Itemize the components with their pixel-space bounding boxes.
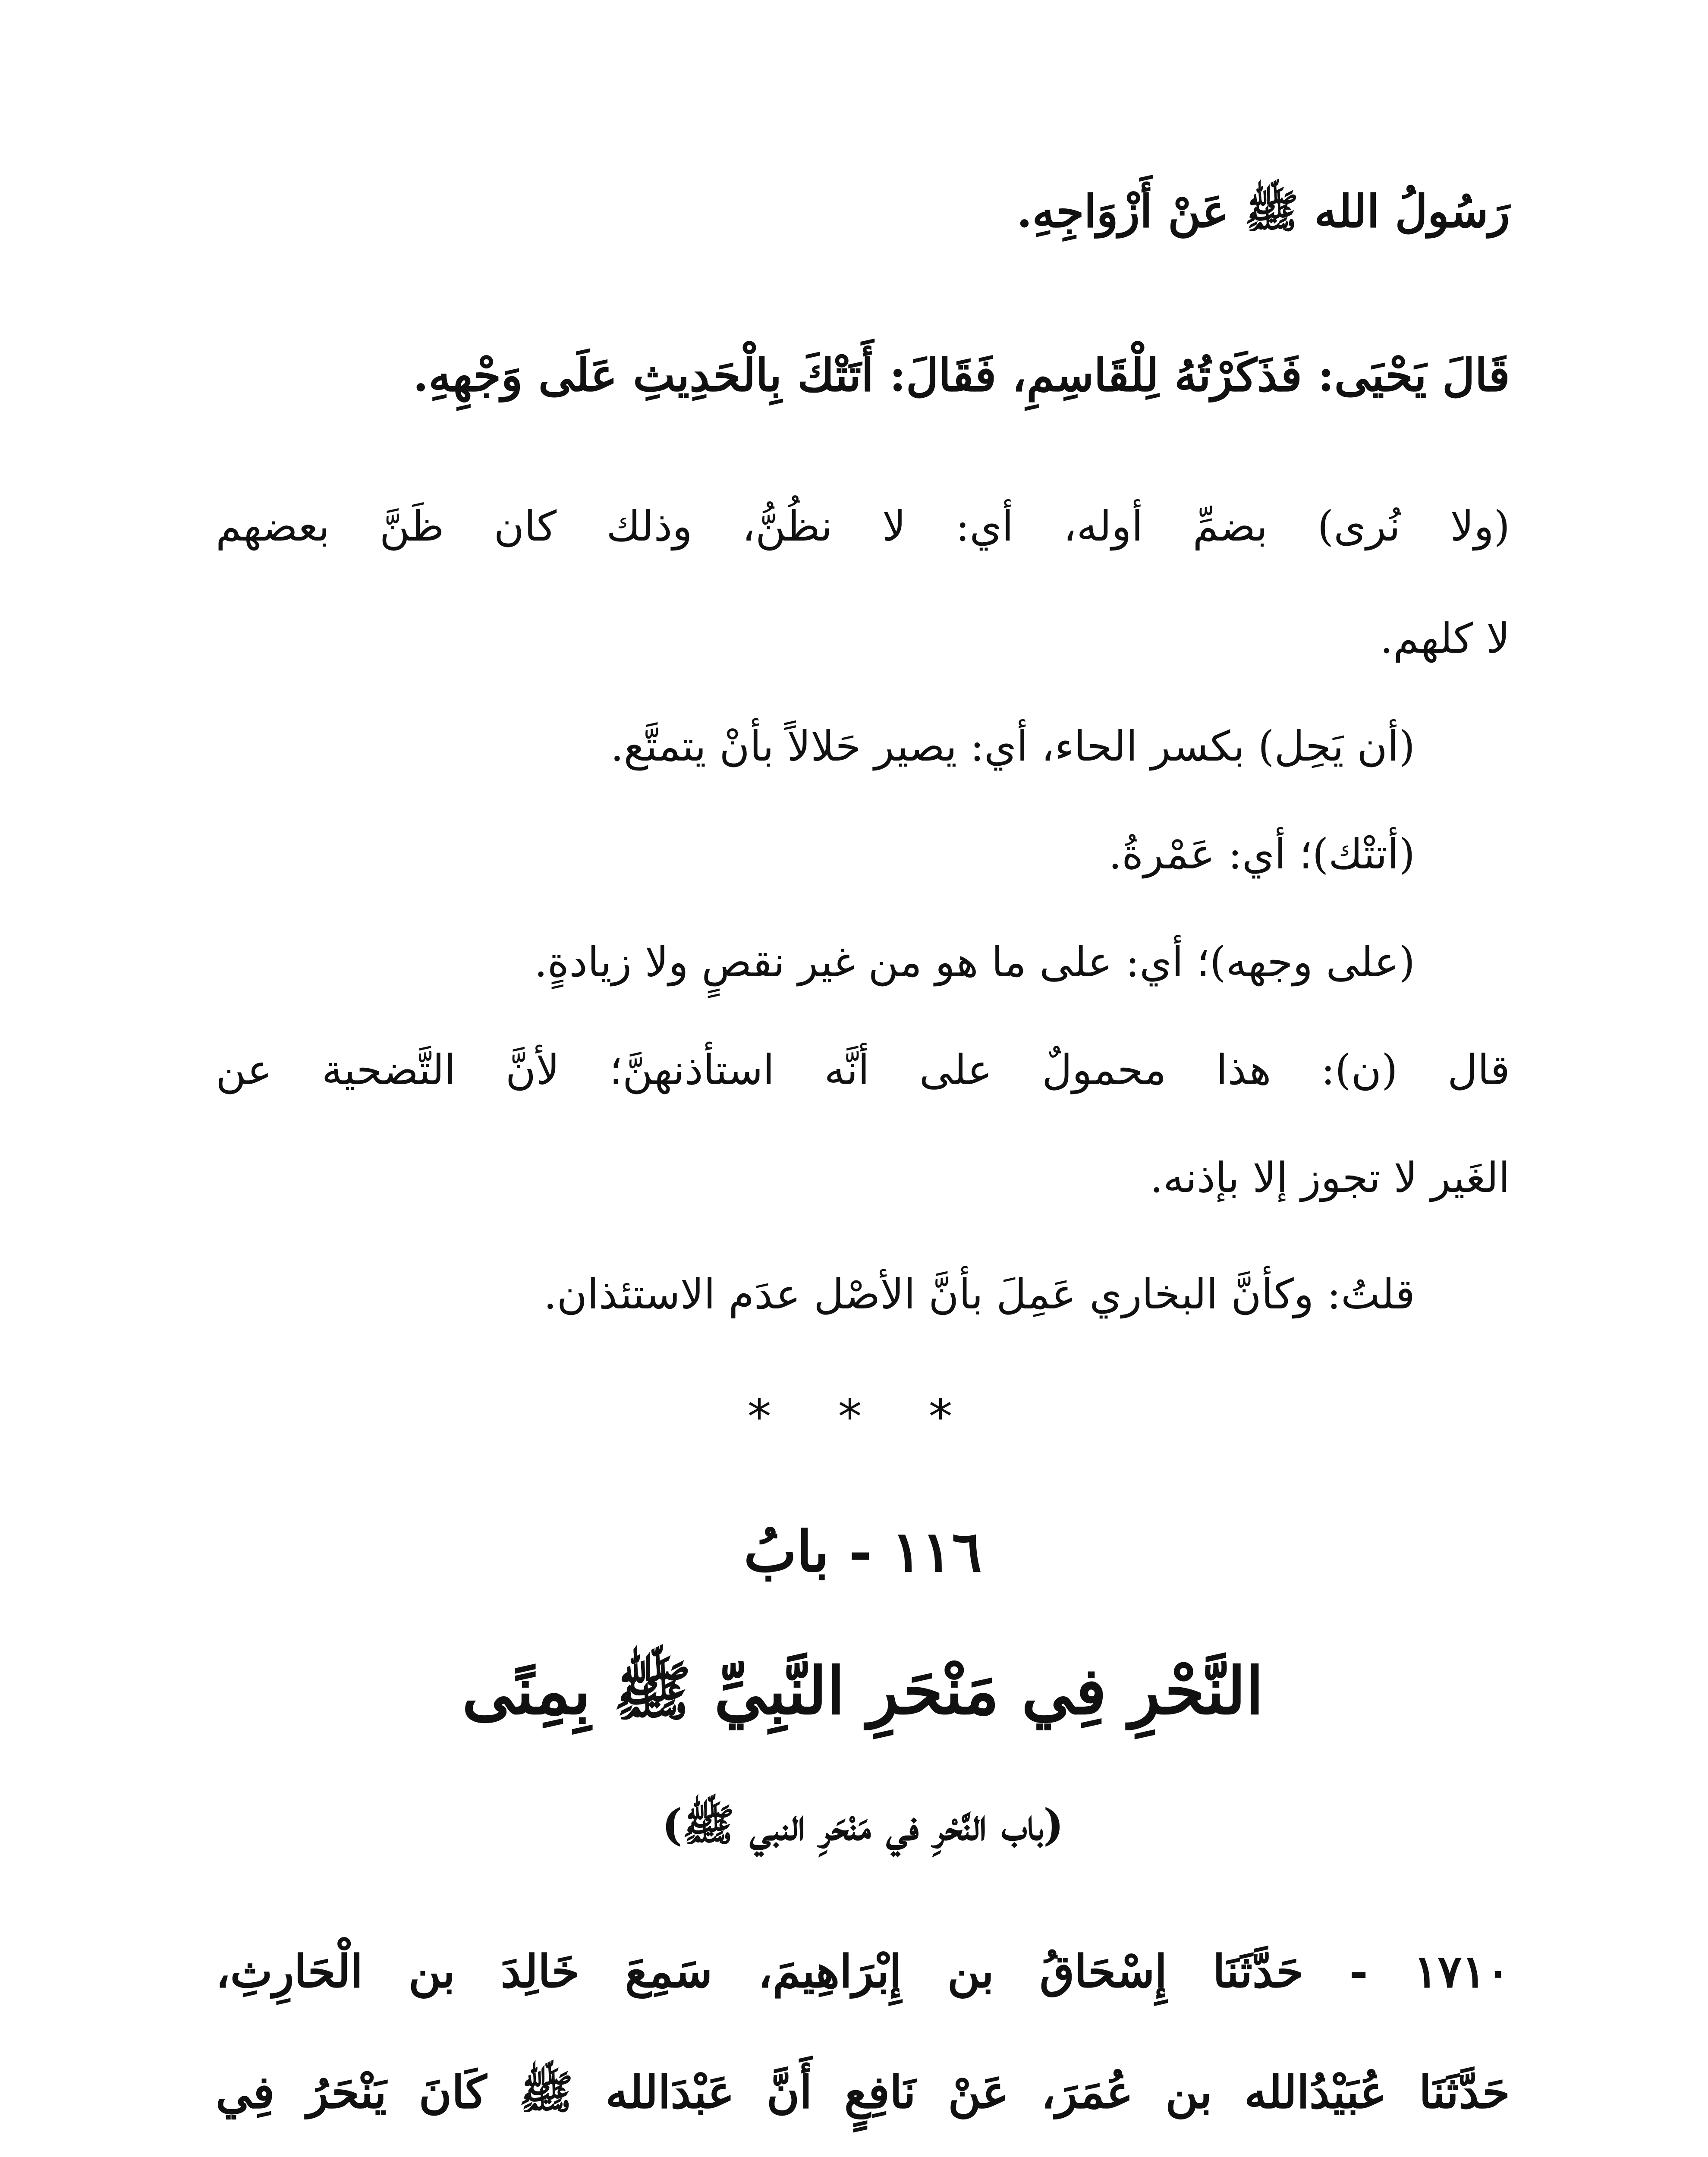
- hadith-end-line: رَسُولُ الله ﷺ عَنْ أَزْوَاجِهِ.: [1016, 185, 1510, 238]
- commentary-qultu: قلتُ: وكأنَّ البخاري عَمِلَ بأنَّ الأصْل عدَم الاستئذان.: [544, 1270, 1415, 1318]
- commentary-wala-nura-line1: (ولا نُرى) بضمِّ أوله، أي: لا نظُنُّ، وذلك كان ظَنَّ بعضهم: [216, 502, 1510, 550]
- commentary-qala-nun-line2: الغَير لا تجوز إلا بإذنه.: [1150, 1154, 1510, 1202]
- commentary-qala-nun-line1: قال (ن): هذا محمولٌ على أنَّه استأذنهنَّ؛ لأنَّ التَّضحية عن: [216, 1046, 1510, 1094]
- book-page: [216, 0, 1510, 2157]
- commentary-an-yahil: (أن يَحِل) بكسر الحاء، أي: يصير حَلالاً بأنْ يتمتَّع.: [610, 722, 1415, 770]
- section-separator: * * *: [747, 1389, 978, 1444]
- chapter-number: ١١٦ - بابُ: [743, 1519, 982, 1585]
- commentary-ala-wajhihi: (على وجهه)؛ أي: على ما هو من غير نقصٍ ولا زيادةٍ.: [534, 938, 1415, 986]
- commentary-wala-nura-line2: لا كلهم.: [1380, 614, 1510, 663]
- chapter-title: النَّحْرِ فِي مَنْحَرِ النَّبِيِّ ﷺ بِمِنًى: [462, 1653, 1264, 1729]
- hadith-1710-line2: حَدَّثَنَا عُبَيْدُالله بن عُمَرَ، عَنْ نَافِعٍ أَنَّ عَبْدَالله ﷺ كَانَ يَنْحَرُ فِي: [216, 2066, 1510, 2119]
- commentary-atatka: (أتتْك)؛ أي: عَمْرةُ.: [1108, 830, 1415, 878]
- hadith-1710-line1: ١٧١٠ - حَدَّثَنَا إِسْحَاقُ بن إِبْرَاهِيمَ، سَمِعَ خَالِدَ بن الْحَارِثِ،: [216, 1945, 1510, 1998]
- chapter-subtitle: (باب النَّحْرِ في مَنْحَرِ النبي ﷺ): [662, 1799, 1064, 1850]
- yahya-line: قَالَ يَحْيَى: فَذَكَرْتُهُ لِلْقَاسِمِ، فَقَالَ: أَتَتْكَ بِالْحَدِيثِ عَلَى وَجْهِهِ.: [413, 349, 1510, 402]
